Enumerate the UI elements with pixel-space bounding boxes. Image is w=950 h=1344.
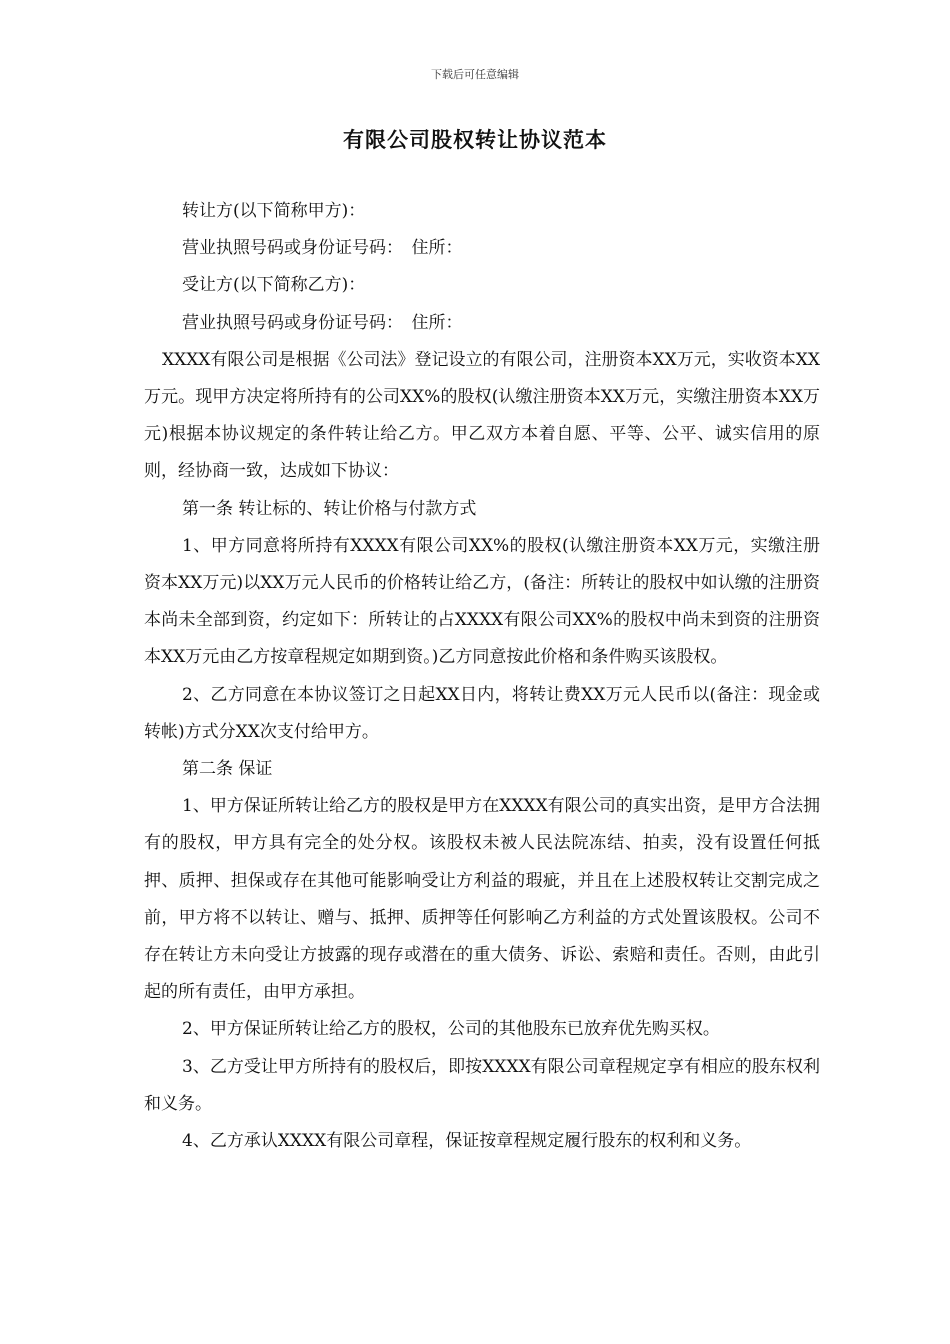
document-title: 有限公司股权转让协议范本 — [343, 127, 607, 152]
transferee-line: 受让方(以下简称乙方)： — [182, 275, 366, 296]
header-note: 下载后可任意编辑 — [431, 68, 519, 81]
transferor-id-line: 营业执照号码或身份证号码： 住所： — [182, 238, 463, 259]
article-2-clause-1: 1、甲方保证所转让给乙方的股权是甲方在XXXX有限公司的真实出资，是甲方合法拥有的股权，甲方具有完全的处分权。该股权未被人民法院冻结、拍卖，没有设置任何抵押、质押、担保或存在其他可能影响受让方利益的瑕疵，并且在上述股权转让交割完成之前，甲方将不以转让、赠与、抵押、质押等任何影响乙方利益的方式处置该股权。公司不存在转让方未向受让方披露的现存或潜在的重大债务、诉讼、索赔和责任。否则，由此引起的所有责任，由甲方承担。 — [144, 796, 820, 1003]
article-1-heading: 第一条 转让标的、转让价格与付款方式 — [182, 498, 477, 519]
transferee-id-line: 营业执照号码或身份证号码： 住所： — [182, 312, 463, 333]
transferor-line: 转让方(以下简称甲方)： — [182, 201, 366, 221]
preamble-paragraph: XXXX有限公司是根据《公司法》登记设立的有限公司，注册资本XX万元，实收资本XX万元。现甲方决定将所持有的公司XX%的股权(认缴注册资本XX万元，实缴注册资本XX万元)根据本协议规定的条件转让给乙方。甲乙双方本着自愿、平等、公平、诚实信用的原则，经协商一致，达成如下协议： — [144, 349, 820, 482]
article-2-clause-2: 2、甲方保证所转让给乙方的股权，公司的其他股东已放弃优先购买权。 — [182, 1019, 720, 1040]
article-2-clause-3: 3、乙方受让甲方所持有的股权后，即按XXXX有限公司章程规定享有相应的股东权利和义务。 — [144, 1056, 820, 1114]
article-2-clause-4: 4、乙方承认XXXX有限公司章程，保证按章程规定履行股东的权利和义务。 — [182, 1131, 752, 1152]
article-2-heading: 第二条 保证 — [182, 759, 273, 780]
article-1-clause-1: 1、甲方同意将所持有XXXX有限公司XX%的股权(认缴注册资本XX万元，实缴注册资本XX万元)以XX万元人民币的价格转让给乙方，(备注：所转让的股权中如认缴的注册资本尚未全部到资，约定如下：所转让的占XXXX有限公司XX%的股权中尚未到资的注册资本XX万元由乙方按章程规定如期到资。)乙方同意按此价格和条件购买该股权。 — [144, 535, 820, 668]
document-body — [144, 193, 820, 1160]
article-1-clause-2: 2、乙方同意在本协议签订之日起XX日内，将转让费XX万元人民币以(备注：现金或转帐)方式分XX次支付给甲方。 — [144, 684, 820, 742]
